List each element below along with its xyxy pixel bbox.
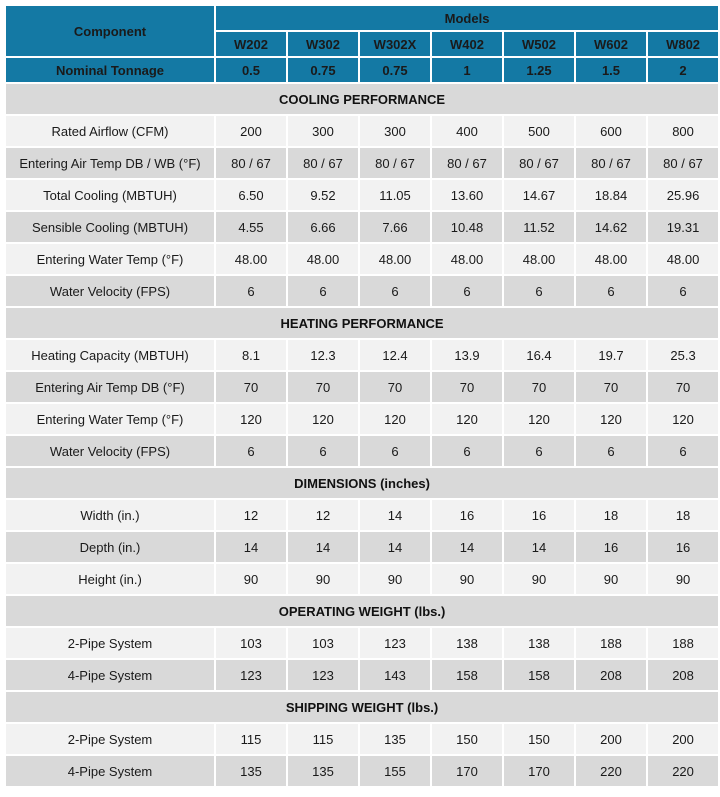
cell: 103: [288, 628, 358, 658]
cell: 16: [648, 532, 718, 562]
cell: 120: [432, 404, 502, 434]
cell: 13.9: [432, 340, 502, 370]
row-label: Water Velocity (FPS): [6, 276, 214, 306]
cell: 14: [288, 532, 358, 562]
cell: 150: [504, 724, 574, 754]
cell: 208: [576, 660, 646, 690]
table-row: [6, 276, 718, 306]
cell: 1: [432, 58, 502, 82]
models-header: Models: [216, 6, 718, 30]
cell: 143: [360, 660, 430, 690]
cell: 9.52: [288, 180, 358, 210]
cell: 11.05: [360, 180, 430, 210]
cell: 18: [576, 500, 646, 530]
cell: 90: [288, 564, 358, 594]
cell: 48.00: [432, 244, 502, 274]
cell: 6: [360, 436, 430, 466]
cell: 80 / 67: [216, 148, 286, 178]
cell: 48.00: [648, 244, 718, 274]
cell: 48.00: [360, 244, 430, 274]
cell: 150: [432, 724, 502, 754]
cell: 6: [576, 276, 646, 306]
table-row: [6, 564, 718, 594]
cell: 0.75: [288, 58, 358, 82]
cell: 7.66: [360, 212, 430, 242]
cell: 120: [648, 404, 718, 434]
cell: 115: [216, 724, 286, 754]
row-label: Water Velocity (FPS): [6, 436, 214, 466]
row-label: Entering Air Temp DB (°F): [6, 372, 214, 402]
cell: 90: [360, 564, 430, 594]
section-header-row: [6, 308, 718, 338]
cell: 70: [576, 372, 646, 402]
row-label: Depth (in.): [6, 532, 214, 562]
cell: 12: [288, 500, 358, 530]
cell: 800: [648, 116, 718, 146]
cell: 600: [576, 116, 646, 146]
cell: 170: [504, 756, 574, 786]
table-row: [6, 628, 718, 658]
cell: 18.84: [576, 180, 646, 210]
section-title: OPERATING WEIGHT (lbs.): [6, 596, 718, 626]
cell: 200: [216, 116, 286, 146]
cell: 300: [360, 116, 430, 146]
row-label: Entering Water Temp (°F): [6, 244, 214, 274]
row-label: Height (in.): [6, 564, 214, 594]
cell: 6: [504, 276, 574, 306]
table-row: [6, 148, 718, 178]
cell: 14: [432, 532, 502, 562]
cell: 14: [360, 500, 430, 530]
cell: 120: [576, 404, 646, 434]
cell: 12.3: [288, 340, 358, 370]
cell: 200: [576, 724, 646, 754]
cell: 70: [432, 372, 502, 402]
cell: 6: [288, 436, 358, 466]
cell: 208: [648, 660, 718, 690]
cell: 135: [360, 724, 430, 754]
cell: 2: [648, 58, 718, 82]
section-title: HEATING PERFORMANCE: [6, 308, 718, 338]
cell: 123: [288, 660, 358, 690]
cell: 1.25: [504, 58, 574, 82]
cell: 90: [504, 564, 574, 594]
model-header: W302: [288, 32, 358, 56]
cell: 188: [576, 628, 646, 658]
cell: 115: [288, 724, 358, 754]
cell: 70: [648, 372, 718, 402]
cell: 80 / 67: [576, 148, 646, 178]
section-title: COOLING PERFORMANCE: [6, 84, 718, 114]
cell: 25.3: [648, 340, 718, 370]
model-header: W302X: [360, 32, 430, 56]
cell: 6: [432, 436, 502, 466]
row-label: 2-Pipe System: [6, 628, 214, 658]
cell: 1.5: [576, 58, 646, 82]
spec-table: [4, 4, 720, 788]
table-body: [6, 84, 718, 786]
section-header-row: [6, 692, 718, 722]
table-row: [6, 404, 718, 434]
cell: 6: [432, 276, 502, 306]
cell: 500: [504, 116, 574, 146]
cell: 25.96: [648, 180, 718, 210]
cell: 48.00: [576, 244, 646, 274]
table-row: [6, 116, 718, 146]
cell: 90: [216, 564, 286, 594]
cell: 10.48: [432, 212, 502, 242]
row-label: Entering Air Temp DB / WB (°F): [6, 148, 214, 178]
cell: 48.00: [504, 244, 574, 274]
cell: 123: [360, 628, 430, 658]
cell: 19.31: [648, 212, 718, 242]
cell: 158: [504, 660, 574, 690]
table-row: [6, 244, 718, 274]
table-row: [6, 180, 718, 210]
cell: 6: [648, 436, 718, 466]
cell: 11.52: [504, 212, 574, 242]
cell: 200: [648, 724, 718, 754]
cell: 6.50: [216, 180, 286, 210]
cell: 80 / 67: [432, 148, 502, 178]
cell: 70: [216, 372, 286, 402]
cell: 138: [432, 628, 502, 658]
table-row: [6, 756, 718, 786]
cell: 220: [576, 756, 646, 786]
cell: 48.00: [216, 244, 286, 274]
cell: 135: [216, 756, 286, 786]
cell: 155: [360, 756, 430, 786]
section-title: SHIPPING WEIGHT (lbs.): [6, 692, 718, 722]
cell: 138: [504, 628, 574, 658]
header-row-models: [6, 6, 718, 30]
cell: 14.62: [576, 212, 646, 242]
model-header: W802: [648, 32, 718, 56]
cell: 16.4: [504, 340, 574, 370]
row-label: 2-Pipe System: [6, 724, 214, 754]
cell: 18: [648, 500, 718, 530]
table-row: [6, 340, 718, 370]
cell: 6: [216, 276, 286, 306]
cell: 400: [432, 116, 502, 146]
cell: 14: [504, 532, 574, 562]
cell: 6.66: [288, 212, 358, 242]
cell: 12.4: [360, 340, 430, 370]
model-header: W202: [216, 32, 286, 56]
table-row: [6, 436, 718, 466]
cell: 6: [288, 276, 358, 306]
section-header-row: [6, 84, 718, 114]
model-header: W402: [432, 32, 502, 56]
cell: 80 / 67: [360, 148, 430, 178]
table-row: [6, 532, 718, 562]
cell: 90: [648, 564, 718, 594]
cell: 70: [288, 372, 358, 402]
section-title: DIMENSIONS (inches): [6, 468, 718, 498]
cell: 48.00: [288, 244, 358, 274]
cell: 8.1: [216, 340, 286, 370]
cell: 80 / 67: [288, 148, 358, 178]
table-row: [6, 500, 718, 530]
cell: 70: [360, 372, 430, 402]
cell: 13.60: [432, 180, 502, 210]
cell: 6: [648, 276, 718, 306]
cell: 123: [216, 660, 286, 690]
cell: 6: [360, 276, 430, 306]
cell: 80 / 67: [504, 148, 574, 178]
section-header-row: [6, 468, 718, 498]
row-label: Total Cooling (MBTUH): [6, 180, 214, 210]
row-label: Sensible Cooling (MBTUH): [6, 212, 214, 242]
row-label: Nominal Tonnage: [6, 58, 214, 82]
component-header: Component: [6, 6, 214, 56]
cell: 14: [360, 532, 430, 562]
row-label: Width (in.): [6, 500, 214, 530]
cell: 19.7: [576, 340, 646, 370]
row-label: Heating Capacity (MBTUH): [6, 340, 214, 370]
cell: 120: [216, 404, 286, 434]
cell: 188: [648, 628, 718, 658]
model-header: W502: [504, 32, 574, 56]
cell: 103: [216, 628, 286, 658]
row-label: Entering Water Temp (°F): [6, 404, 214, 434]
cell: 14: [216, 532, 286, 562]
model-header: W602: [576, 32, 646, 56]
cell: 80 / 67: [648, 148, 718, 178]
cell: 90: [432, 564, 502, 594]
cell: 90: [576, 564, 646, 594]
row-label: Rated Airflow (CFM): [6, 116, 214, 146]
cell: 6: [504, 436, 574, 466]
cell: 158: [432, 660, 502, 690]
cell: 14.67: [504, 180, 574, 210]
table-row: [6, 660, 718, 690]
row-label: 4-Pipe System: [6, 660, 214, 690]
cell: 300: [288, 116, 358, 146]
table-row: [6, 372, 718, 402]
cell: 0.75: [360, 58, 430, 82]
cell: 170: [432, 756, 502, 786]
cell: 120: [360, 404, 430, 434]
cell: 4.55: [216, 212, 286, 242]
cell: 12: [216, 500, 286, 530]
cell: 120: [504, 404, 574, 434]
table-row: [6, 212, 718, 242]
table-row: [6, 724, 718, 754]
row-label: 4-Pipe System: [6, 756, 214, 786]
cell: 6: [576, 436, 646, 466]
cell: 16: [432, 500, 502, 530]
cell: 70: [504, 372, 574, 402]
section-header-row: [6, 596, 718, 626]
cell: 220: [648, 756, 718, 786]
cell: 16: [576, 532, 646, 562]
cell: 16: [504, 500, 574, 530]
cell: 120: [288, 404, 358, 434]
cell: 0.5: [216, 58, 286, 82]
cell: 135: [288, 756, 358, 786]
nominal-tonnage-row: [6, 58, 718, 82]
cell: 6: [216, 436, 286, 466]
